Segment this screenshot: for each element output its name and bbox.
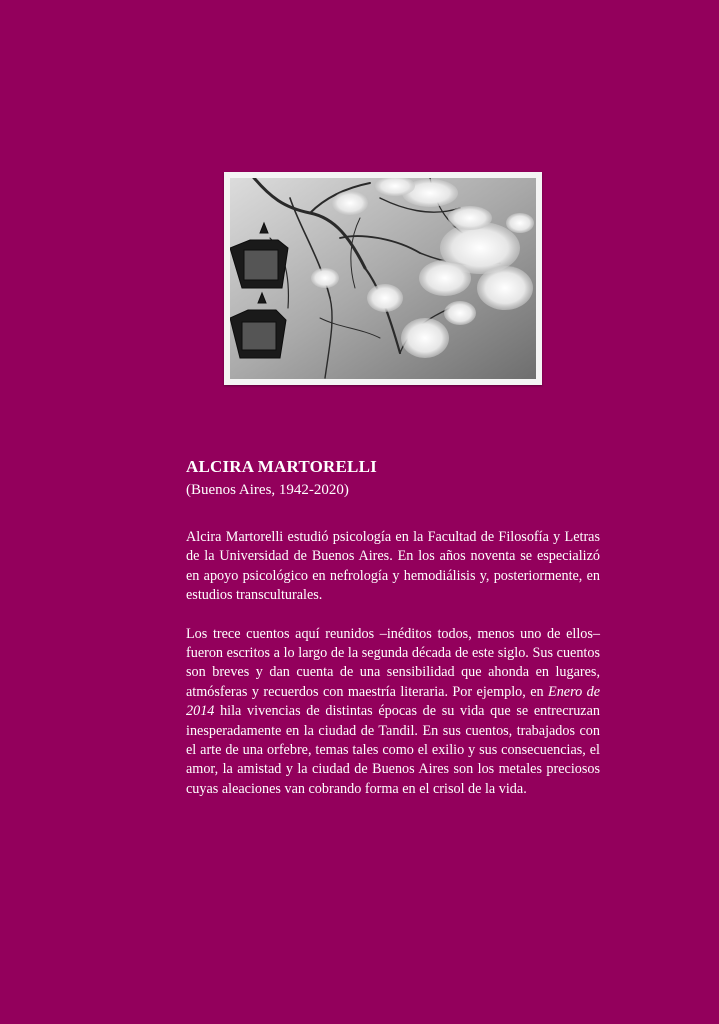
author-section xyxy=(186,456,600,799)
bio-paragraph: Alcira Martorelli estudió psicología en la Facultad de Filosofía y Letras de la Universidad de Buenos Aires. En los años noventa se especializó en apoyo psicológico en nefrología y hemodiálisis y, posteriormente, en estudios transculturales. xyxy=(186,529,600,604)
book-title: Enero de 2014 xyxy=(186,683,600,720)
photo-frame xyxy=(224,172,542,385)
bio-text: hila vivencias de distintas épocas de su vida que se entrecruzan inesperadamente en la ciudad de Tandil. En sus cuentos, trabajados con el arte de una orfebre, temas tales como el exilio y sus consecuencias, el amor, la amistad y la ciudad de Buenos Aires son los metales preciosos cuyas aleaciones van cobrando forma en el crisol de la vida. xyxy=(186,703,600,797)
author-name: ALCIRA MARTORELLI xyxy=(186,457,377,476)
bio-text: Los trece cuentos aquí reunidos –inéditos todos, menos uno de ellos– fueron escritos a lo largo de la segunda década de este siglo. Sus cuentos son breves y dan cuenta de una sensibilidad que ahonda en lugares, atmósferas y recuerdos con maestría literaria. Por ejemplo, en xyxy=(186,625,600,700)
author-dates: (Buenos Aires, 1942-2020) xyxy=(186,482,349,498)
branches-streetlamps-photo xyxy=(230,178,536,379)
bio-paragraph xyxy=(186,625,600,800)
